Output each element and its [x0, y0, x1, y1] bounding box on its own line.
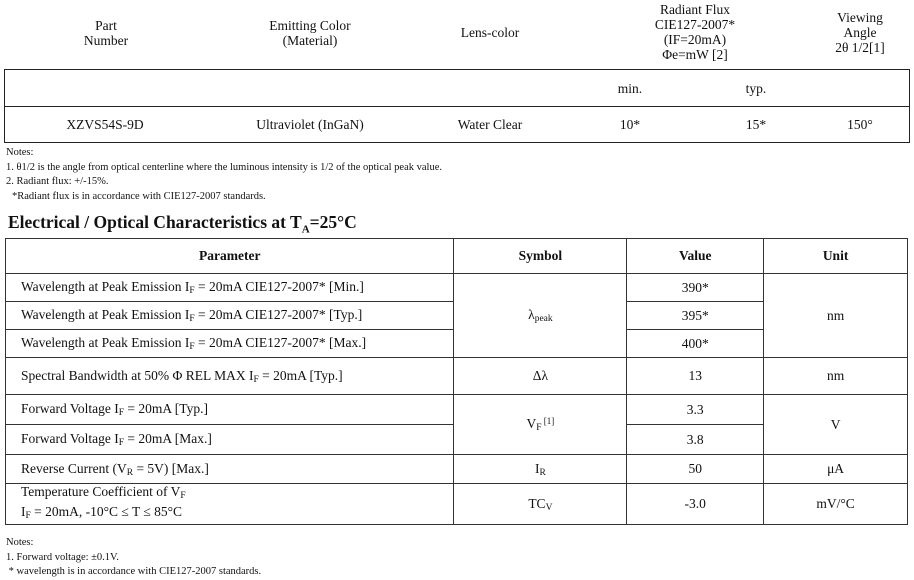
subheader-typ: typ. [745, 81, 767, 96]
param-wavelength-min: Wavelength at Peak Emission $I_F = 20mA$ CIE127-2007* [Min.] [6, 274, 454, 302]
param-forward-voltage-max: Forward Voltage $I_F = 20mA$ [Max.] [6, 425, 454, 455]
symbol-vf: $V_F$ [1] [454, 395, 627, 455]
notes-bottom-label: Notes: [6, 537, 34, 548]
header-unit: Unit [764, 239, 908, 274]
top-table-rule-2 [4, 106, 910, 107]
notes-top-line-3: *Radiant flux is in accordance with CIE127-2007 standards. [12, 190, 266, 202]
symbol-tcv: $TC_V$ [454, 484, 627, 525]
unit-spectral-bandwidth: nm [764, 358, 908, 395]
table-row [6, 395, 908, 425]
notes-top [6, 146, 442, 204]
unit-wavelength: nm [764, 274, 908, 358]
param-reverse-current: Reverse Current $(V_R = 5V)$ [Max.] [6, 455, 454, 484]
notes-top-label: Notes: [6, 147, 34, 158]
value-forward-voltage-max: 3.8 [627, 425, 764, 455]
value-forward-voltage-typ: 3.3 [627, 395, 764, 425]
table-row [6, 484, 908, 525]
cell-lens-color: Water Clear [457, 117, 523, 132]
table-row [6, 455, 908, 484]
value-wavelength-typ: 395* [627, 302, 764, 330]
param-temp-coefficient: Temperature Coefficient of $V_F$ $I_F = 20mA$, -10°C ≤ T ≤ 85°C [6, 484, 454, 525]
symbol-lambda-peak: $\lambda_{peak}$ [454, 274, 627, 358]
value-wavelength-max: 400* [627, 330, 764, 358]
param-forward-voltage-typ: Forward Voltage $I_F = 20mA$ [Typ.] [6, 395, 454, 425]
value-temp-coefficient: -3.0 [627, 484, 764, 525]
notes-bottom-line-1: 1. Forward voltage: ±0.1V. [6, 551, 119, 563]
unit-temp-coefficient: mV/°C [764, 484, 908, 525]
section-title: Electrical / Optical Characteristics at $T_A=25^\circ C$ [8, 212, 357, 236]
unit-reverse-current: μA [764, 455, 908, 484]
top-table-left-border [4, 69, 5, 143]
unit-forward-voltage: V [764, 395, 908, 455]
symbol-delta-lambda: Δλ [454, 358, 627, 395]
header-value: Value [627, 239, 764, 274]
notes-bottom [6, 536, 261, 580]
value-wavelength-min: 390* [627, 274, 764, 302]
header-symbol: Symbol [454, 239, 627, 274]
table-row [6, 274, 908, 302]
header-lens-color: Lens-color [460, 25, 520, 40]
header-part-number: Part Number [83, 18, 129, 48]
top-table-rule-3 [4, 142, 910, 143]
subheader-min: min. [617, 81, 643, 96]
header-radiant-flux: Radiant Flux CIE127-2007* (IF=20mA) Φe=mW [2] [654, 2, 736, 62]
cell-flux-min: 10* [619, 117, 641, 132]
notes-top-line-1: 1. θ1/2 is the angle from optical centerline where the luminous intensity is 1/2 of the optical peak value. [6, 161, 442, 173]
value-spectral-bandwidth: 13 [627, 358, 764, 395]
electrical-optical-table [5, 238, 908, 525]
notes-top-line-2: 2. Radiant flux: +/-15%. [6, 176, 109, 187]
param-spectral-bandwidth: Spectral Bandwidth at 50% Φ REL MAX $I_F = 20mA$ [Typ.] [6, 358, 454, 395]
header-viewing-angle: Viewing Angle 2θ 1/2[1] [835, 10, 885, 55]
cell-emitting-color: Ultraviolet (InGaN) [256, 117, 364, 132]
cell-viewing-angle: 150° [847, 117, 873, 132]
value-reverse-current: 50 [627, 455, 764, 484]
header-parameter: Parameter [6, 239, 454, 274]
top-table-rule-1 [4, 69, 910, 70]
cell-flux-typ: 15* [745, 117, 767, 132]
symbol-ir: $I_R$ [454, 455, 627, 484]
cell-part-number: XZVS54S-9D [66, 117, 144, 132]
table-header-row [6, 239, 908, 274]
param-wavelength-max: Wavelength at Peak Emission $I_F = 20mA$ CIE127-2007* [Max.] [6, 330, 454, 358]
header-emitting-color: Emitting Color (Material) [269, 18, 351, 48]
param-wavelength-typ: Wavelength at Peak Emission $I_F = 20mA$ CIE127-2007* [Typ.] [6, 302, 454, 330]
table-row [6, 358, 908, 395]
notes-bottom-line-2: * wavelength is in accordance with CIE127-2007 standards. [6, 566, 262, 577]
